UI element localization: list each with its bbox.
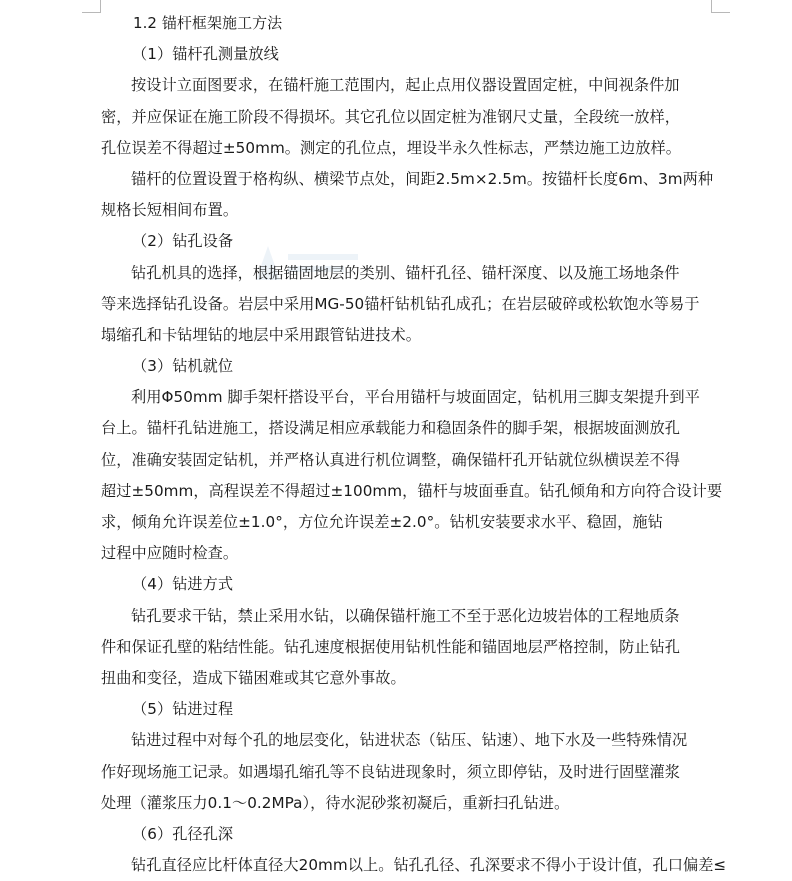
paragraph-line: 过程中应随时检查。 (101, 544, 239, 563)
subsection-heading: （5）钻进过程 (132, 700, 234, 719)
paragraph-line: 规格长短相间布置。 (101, 201, 239, 220)
paragraph-first-line: 钻孔直径应比杆体直径大20mm以上。钻孔孔径、孔深要求不得小于设计值，孔口偏差≤ (131, 856, 727, 875)
paragraph-line: 处理（灌浆压力0.1～0.2MPa），待水泥砂浆初凝后，重新扫孔钻进。 (101, 793, 570, 812)
paragraph-line: 密，并应保证在施工阶段不得损坏。其它孔位以固定桩为准钢尺丈量，全段统一放样， (101, 107, 681, 126)
paragraph-line: 等来选择钻孔设备。岩层中采用MG-50锚杆钻机钻孔成孔；在岩层破碎或松软饱水等易于 (101, 294, 700, 313)
section-heading: 1.2 锚杆框架施工方法 (133, 14, 283, 32)
subsection-heading: （4）钻进方式 (132, 575, 234, 594)
paragraph-line: 孔位误差不得超过±50mm。测定的孔位点，埋设半永久性标志，严禁边施工边放样。 (101, 138, 681, 157)
subsection-heading: （2）钻孔设备 (132, 232, 234, 251)
paragraph-line: 扭曲和变径，造成下锚困难或其它意外事故。 (101, 668, 406, 687)
paragraph-first-line: 按设计立面图要求，在锚杆施工范围内，起止点用仪器设置固定桩，中间视条件加 (131, 76, 680, 95)
paragraph-line: 超过±50mm，高程误差不得超过±100mm，锚杆与坡面垂直。钻孔倾角和方向符合设计要 (101, 481, 723, 500)
subsection-heading: （3）钻机就位 (132, 357, 234, 376)
paragraph-first-line: 锚杆的位置设置于格构纵、横梁节点处，间距2.5m×2.5m。按锚杆长度6m、3m两种 (131, 169, 714, 188)
paragraph-first-line: 利用Φ50mm 脚手架杆搭设平台，平台用锚杆与坡面固定，钻机用三脚支架提升到平 (131, 388, 700, 407)
paragraph-line: 位，准确安装固定钻机，并严格认真进行机位调整，确保锚杆孔开钻就位纵横误差不得 (101, 450, 681, 469)
paragraph-line: 塌缩孔和卡钻埋钻的地层中采用跟管钻进技术。 (101, 325, 421, 344)
paragraph-first-line: 钻孔要求干钻，禁止采用水钻，以确保锚杆施工不至于恶化边坡岩体的工程地质条 (131, 606, 680, 625)
paragraph-first-line: 钻孔机具的选择，根据锚固地层的类别、锚杆孔径、锚杆深度、以及施工场地条件 (131, 263, 680, 282)
paragraph-line: 台上。锚杆孔钻进施工，搭设满足相应承载能力和稳固条件的脚手架，根据坡面测放孔 (101, 419, 681, 438)
paragraph-line: 件和保证孔壁的粘结性能。钻孔速度根据使用钻机性能和锚固地层严格控制，防止钻孔 (101, 637, 681, 656)
paragraph-line: 作好现场施工记录。如遇塌孔缩孔等不良钻进现象时，须立即停钻，及时进行固壁灌浆 (101, 762, 681, 781)
subsection-heading: （1）锚杆孔测量放线 (132, 45, 279, 64)
document-body (96, 8, 727, 881)
paragraph-line: 求，倾角允许误差位±1.0°，方位允许误差±2.0°。钻机安装要求水平、稳固，施钻 (101, 513, 663, 531)
paragraph-first-line: 钻进过程中对每个孔的地层变化，钻进状态（钻压、钻速）、地下水及一些特殊情况 (131, 731, 688, 750)
subsection-heading: （6）孔径孔深 (132, 824, 234, 843)
